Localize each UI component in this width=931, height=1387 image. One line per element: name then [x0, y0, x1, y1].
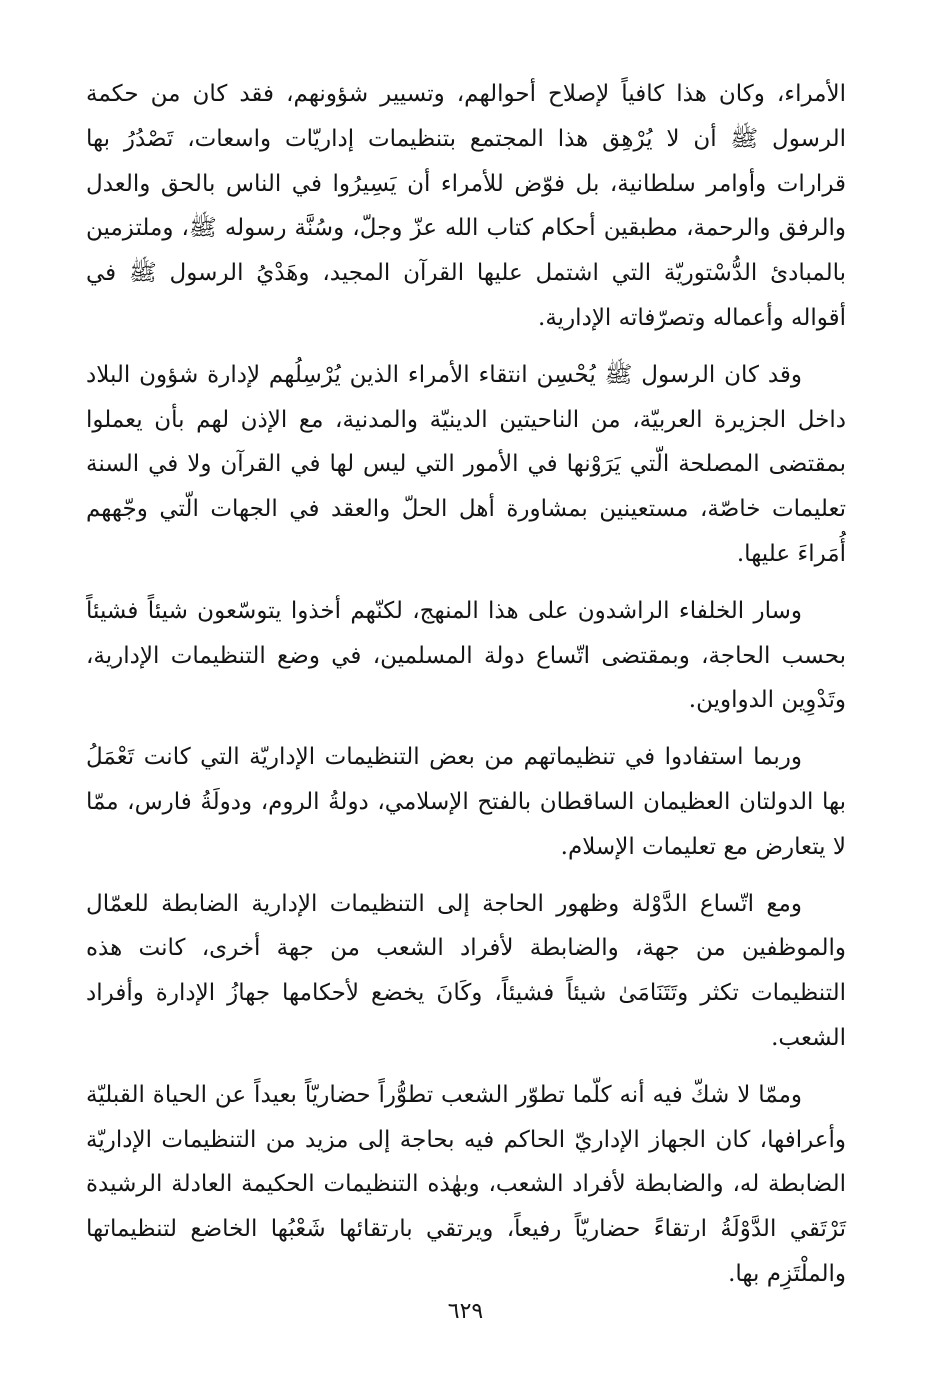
- paragraph: وممّا لا شكّ فيه أنه كلّما تطوّر الشعب تطوُّراً حضاريّاً بعيداً عن الحياة القبليّة وأعرافها، كان الجهاز الإداريّ الحاكم فيه بحاجة إلى مزيد من التنظيمات الإداريّة الضابطة له، والضابطة لأفراد الشعب، وبهٰذه التنظيمات الحكيمة العادلة الرشيدة تَرْتَقي الدَّوْلَةُ ارتقاءً حضاريّاً رفيعاً، ويرتقي بارتقائها شَعْبُها الخاضع لتنظيماتها والملْتَزِم بها.: [86, 1081, 846, 1287]
- page-number: ٦٢٩: [447, 1299, 484, 1324]
- paragraph: وربما استفادوا في تنظيماتهم من بعض التنظيمات الإداريّة التي كانت تَعْمَلُ بها الدولتان العظيمان الساقطان بالفتح الإسلامي، دولةُ الروم، ودولَةُ فارس، ممّا لا يتعارض مع تعليمات الإسلام.: [86, 744, 846, 860]
- paragraph: وسار الخلفاء الراشدون على هذا المنهج، لكنّهم أخذوا يتوسّعون شيئاً فشيئاً بحسب الحاجة، وبمقتضى اتّساع دولة المسلمين، في وضع التنظيمات الإدارية، وتَدْوِين الدواوين.: [86, 597, 846, 714]
- paragraph: ومع اتّساع الدَّوْلة وظهور الحاجة إلى التنظيمات الإدارية الضابطة للعمّال والموظفين من جهة، والضابطة لأفراد الشعب من جهة أخرى، كانت هذه التنظيمات تكثر وتَتَنَامَىٰ شيئاً فشيئاً، وكَانَ يخضع لأحكامها جهازُ الإدارة وأفراد الشعب.: [86, 890, 846, 1051]
- paragraph: وقد كان الرسول ﷺ يُحْسِن انتقاء الأمراء الذين يُرْسِلُهم لإدارة شؤون البلاد داخل الجزيرة العربيّة، من الناحيتين الدينيّة والمدنية، مع الإذن لهم بأن يعملوا بمقتضى المصلحة الّتي يَرَوْنها في الأمور التي ليس لها في القرآن ولا في السنة تعليمات خاصّة، مستعينين بمشاورة أهل الحلّ والعقد في الجهات الّتي وجّههم أُمَراءَ عليها.: [86, 361, 846, 567]
- body-text: [86, 72, 846, 1309]
- paragraph-continued: الأمراء، وكان هذا كافياً لإصلاح أحوالهم، وتسيير شؤونهم، فقد كان من حكمة الرسول ﷺ أن لا يُرْهِق هذا المجتمع بتنظيمات إداريّات واسعات، تَصْدُرُ بها قرارات وأوامر سلطانية، بل فوّض للأمراء أن يَسِيرُوا في الناس بالحق والعدل والرفق والرحمة، مطبقين أحكام كتاب الله عزّ وجلّ، وسُنَّة رسوله ﷺ، وملتزمين بالمبادئ الدُّسْتوريّة التي اشتمل عليها القرآن المجيد، وهَدْيُ الرسول ﷺ في أقواله وأعماله وتصرّفاته الإدارية.: [86, 81, 846, 331]
